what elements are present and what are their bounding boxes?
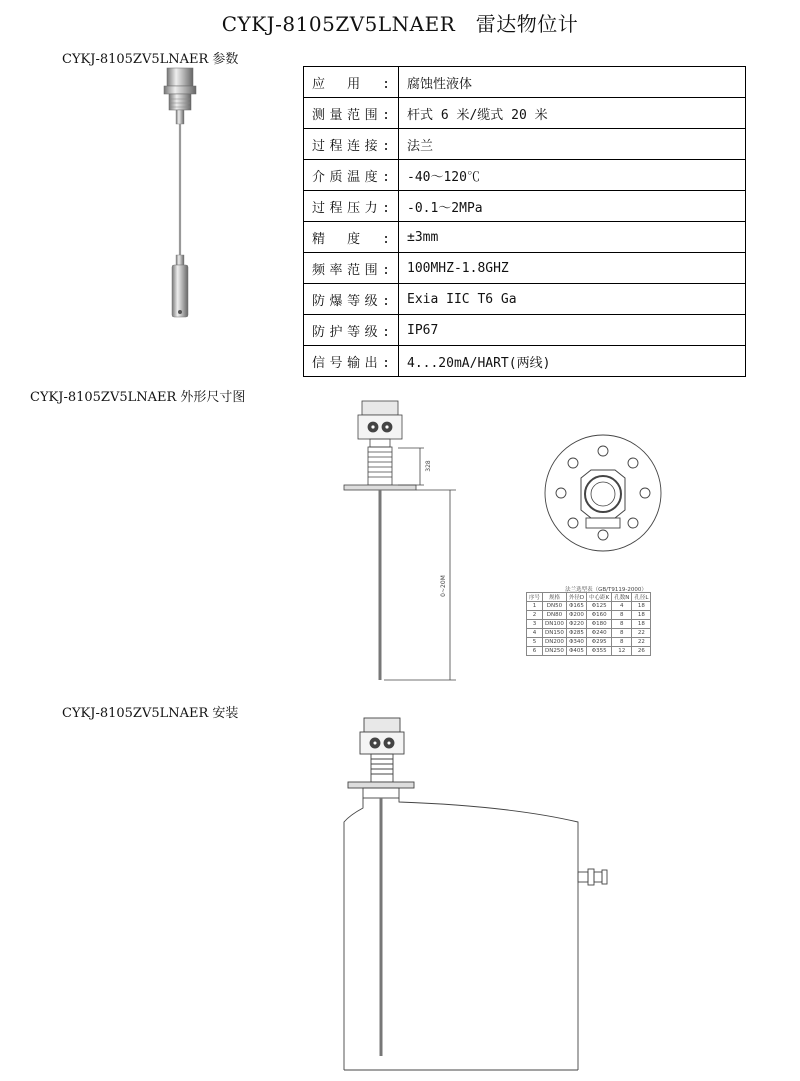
- flange-cell: Φ240: [587, 629, 612, 638]
- flange-cell: Φ285: [566, 629, 586, 638]
- spec-label: 过程压力:: [304, 191, 399, 222]
- spec-label: 测量范围:: [304, 98, 399, 129]
- params-heading: CYKJ-8105ZV5LNAER 参数: [62, 52, 239, 67]
- flange-cell: 12: [612, 647, 632, 656]
- spec-value: -40～120℃: [399, 160, 746, 191]
- spec-value: 杆式 6 米/缆式 20 米: [399, 98, 746, 129]
- flange-cell: 1: [527, 602, 543, 611]
- flange-cell: 22: [632, 638, 651, 647]
- dimension-label-long: 0~20M: [440, 575, 447, 597]
- flange-row: [527, 611, 651, 620]
- spec-label: 精度:: [304, 222, 399, 253]
- flange-cell: DN250: [543, 647, 567, 656]
- flange-cell: Φ165: [566, 602, 586, 611]
- flange-cell: 22: [632, 629, 651, 638]
- flange-cell: 18: [632, 602, 651, 611]
- flange-cell: Φ340: [566, 638, 586, 647]
- spec-value: ±3mm: [399, 222, 746, 253]
- spec-label: 过程连接:: [304, 129, 399, 160]
- product-photo: [164, 68, 196, 317]
- flange-cell: 6: [527, 647, 543, 656]
- flange-cell: 4: [527, 629, 543, 638]
- flange-header-cell: 孔径L: [632, 593, 651, 602]
- flange-cell: 26: [632, 647, 651, 656]
- flange-cell: 4: [612, 602, 632, 611]
- flange-cell: 18: [632, 620, 651, 629]
- flange-cell: DN80: [543, 611, 567, 620]
- spec-label: 频率范围:: [304, 253, 399, 284]
- flange-header-cell: 序号: [527, 593, 543, 602]
- flange-cell: 18: [632, 611, 651, 620]
- dimension-label-top: 328: [425, 460, 432, 472]
- flange-header-cell: 外径D: [566, 593, 586, 602]
- flange-cell: Φ125: [587, 602, 612, 611]
- flange-cell: Φ355: [587, 647, 612, 656]
- flange-cell: 5: [527, 638, 543, 647]
- spec-value: IP67: [399, 315, 746, 346]
- flange-cell: DN50: [543, 602, 567, 611]
- flange-cell: Φ405: [566, 647, 586, 656]
- flange-cell: 8: [612, 638, 632, 647]
- flange-cell: Φ220: [566, 620, 586, 629]
- page-title: CYKJ-8105ZV5LNAER 雷达物位计: [221, 12, 579, 36]
- installation-drawing: [344, 718, 607, 1070]
- spec-label: 介质温度:: [304, 160, 399, 191]
- spec-value: 腐蚀性液体: [399, 67, 746, 98]
- spec-value: -0.1～2MPa: [399, 191, 746, 222]
- spec-label: 信号输出:: [304, 346, 399, 377]
- dimension-side-view: [344, 401, 456, 680]
- spec-label: 防爆等级:: [304, 284, 399, 315]
- flange-cell: 8: [612, 620, 632, 629]
- flange-cell: DN200: [543, 638, 567, 647]
- flange-row: [527, 602, 651, 611]
- flange-cell: 8: [612, 629, 632, 638]
- flange-cell: Φ295: [587, 638, 612, 647]
- flange-row: [527, 629, 651, 638]
- flange-cell: 8: [612, 611, 632, 620]
- install-heading: CYKJ-8105ZV5LNAER 安装: [62, 706, 239, 721]
- flange-table-caption: 法兰选型表（GB/T9119-2000）: [565, 587, 647, 593]
- flange-row: [527, 638, 651, 647]
- flange-cell: DN150: [543, 629, 567, 638]
- spec-value: 4...20mA/HART(两线): [399, 346, 746, 377]
- flange-cell: 2: [527, 611, 543, 620]
- flange-row: [527, 620, 651, 629]
- flange-cell: Φ160: [587, 611, 612, 620]
- spec-value: Exia IIC T6 Ga: [399, 284, 746, 315]
- flange-cell: Φ180: [587, 620, 612, 629]
- spec-label: 应用:: [304, 67, 399, 98]
- spec-value: 法兰: [399, 129, 746, 160]
- flange-cell: DN100: [543, 620, 567, 629]
- flange-table: [526, 592, 651, 656]
- flange-cell: 3: [527, 620, 543, 629]
- flange-cell: Φ200: [566, 611, 586, 620]
- flange-top-view: [545, 435, 661, 551]
- dimensions-heading: CYKJ-8105ZV5LNAER 外形尺寸图: [30, 390, 246, 405]
- flange-header-cell: 孔数N: [612, 593, 632, 602]
- spec-label: 防护等级:: [304, 315, 399, 346]
- spec-value: 100MHZ-1.8GHZ: [399, 253, 746, 284]
- flange-header-cell: 规格: [543, 593, 567, 602]
- flange-header-cell: 中心距K: [587, 593, 612, 602]
- flange-row: [527, 647, 651, 656]
